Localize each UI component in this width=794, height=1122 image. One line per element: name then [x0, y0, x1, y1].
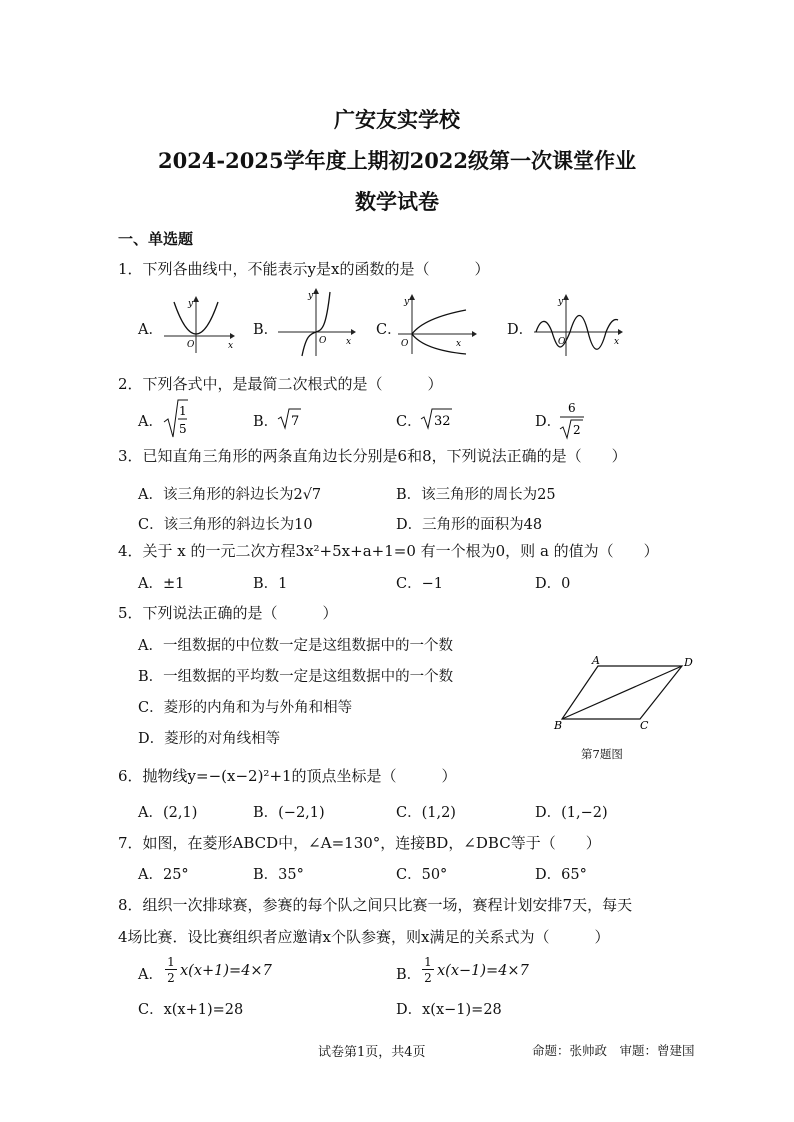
- q8-option-c: C．x(x+1)=28: [138, 1002, 244, 1018]
- q4-option-a: A．±1: [138, 576, 185, 592]
- q8-option-a-expr: x(x+1)=4×7: [180, 963, 272, 979]
- svg-text:7: 7: [291, 414, 300, 429]
- q4-option-d: D．0: [535, 576, 571, 592]
- q1-graph-b: [276, 288, 356, 358]
- svg-text:O: O: [401, 339, 409, 349]
- q3-option-c: C．该三角形的斜边长为10: [138, 517, 313, 533]
- q3-option-d: D．三角形的面积为48: [396, 517, 543, 533]
- q6-option-c: C．(1,2): [396, 805, 456, 821]
- q8-option-a-half-den: 2: [167, 971, 175, 985]
- q7-option-a: A．25°: [138, 867, 189, 883]
- q8-option-b-label: B．: [396, 967, 422, 983]
- q6-option-a: A．(2,1): [138, 805, 198, 821]
- q1-option-c: C．: [376, 322, 402, 338]
- q8-option-a-half-num: 1: [165, 955, 177, 970]
- svg-text:x: x: [614, 337, 620, 347]
- q2-expr-b: [277, 406, 303, 430]
- page-number: 试卷第1页，共4页: [318, 1045, 426, 1060]
- author-credit: 命题：张帅政 审题：曾建国: [532, 1043, 695, 1058]
- svg-text:y: y: [558, 297, 564, 307]
- q7-stem: 7．如图，在菱形ABCD中，∠A=130°，连接BD，∠DBC等于（ ）: [118, 834, 601, 852]
- q6-stem: 6．抛物线y=−(x−2)²+1的顶点坐标是（ ）: [118, 767, 457, 785]
- svg-text:x: x: [346, 337, 352, 347]
- svg-text:A: A: [592, 654, 600, 667]
- q6-option-d: D．(1,−2): [535, 805, 608, 821]
- exam-title: 2024-2025学年度上期初2022级第一次课堂作业: [157, 148, 637, 173]
- figure-7-caption: 第7题图: [581, 747, 623, 761]
- q8-option-a-label: A．: [138, 967, 163, 983]
- q1-option-b: B．: [253, 322, 279, 338]
- q2-option-c: C．: [396, 414, 422, 430]
- q8-option-d: D．x(x−1)=28: [396, 1002, 502, 1018]
- q5-option-c: C．菱形的内角和为与外角和相等: [138, 700, 353, 716]
- svg-text:C: C: [640, 719, 649, 732]
- svg-text:O: O: [558, 337, 566, 347]
- q4-option-c: C．−1: [396, 576, 443, 592]
- q5-option-a: A．一组数据的中位数一定是这组数据中的一个数: [138, 638, 453, 654]
- svg-text:6: 6: [568, 401, 576, 415]
- q8-option-b-half-den: 2: [424, 971, 432, 985]
- q2-stem: 2．下列各式中，是最简二次根式的是（ ）: [118, 375, 443, 393]
- q1-graph-d: [532, 294, 624, 358]
- figure-7-rhombus: [552, 652, 698, 732]
- svg-text:32: 32: [434, 414, 451, 429]
- q2-option-b: B．: [253, 414, 279, 430]
- q2-expr-c: [420, 406, 454, 430]
- q8-option-b-expr: x(x−1)=4×7: [437, 963, 529, 979]
- q7-option-c: C．50°: [396, 867, 448, 883]
- q5-option-b: B．一组数据的平均数一定是这组数据中的一个数: [138, 669, 454, 685]
- svg-text:y: y: [188, 299, 194, 309]
- q3-option-b: B．该三角形的周长为25: [396, 487, 556, 503]
- svg-text:x: x: [456, 339, 462, 349]
- q2-expr-a: [163, 398, 189, 440]
- q3-option-a: A．该三角形的斜边长为2√7: [138, 487, 322, 503]
- school-title: 广安友实学校: [334, 107, 460, 132]
- q1-graph-a: [160, 296, 235, 354]
- q5-option-d: D．菱形的对角线相等: [138, 731, 281, 747]
- svg-text:B: B: [554, 719, 563, 732]
- q1-option-d: D．: [507, 322, 534, 338]
- svg-text:y: y: [404, 297, 410, 307]
- svg-text:x: x: [228, 341, 234, 351]
- q1-stem: 1．下列各曲线中，不能表示y是x的函数的是（ ）: [118, 260, 490, 278]
- q2-expr-d: [558, 398, 586, 440]
- q3-stem: 3．已知直角三角形的两条直角边长分别是6和8，下列说法正确的是（ ）: [118, 447, 627, 465]
- svg-text:O: O: [187, 340, 195, 350]
- svg-text:2: 2: [573, 423, 581, 437]
- q2-option-d: D．: [535, 414, 562, 430]
- q5-stem: 5．下列说法正确的是（ ）: [118, 604, 338, 622]
- q8-option-b-half-num: 1: [422, 955, 434, 970]
- q8-stem-line1: 8．组织一次排球赛，参赛的每个队之间只比赛一场，赛程计划安排7天，每天: [118, 896, 633, 914]
- svg-text:5: 5: [179, 422, 187, 436]
- section-heading: 一、单选题: [118, 230, 194, 248]
- q7-option-b: B．35°: [253, 867, 304, 883]
- svg-text:O: O: [319, 336, 327, 346]
- q2-option-a: A．: [138, 414, 163, 430]
- q4-option-b: B．1: [253, 576, 288, 592]
- q6-option-b: B．(−2,1): [253, 805, 325, 821]
- svg-text:y: y: [308, 291, 314, 301]
- q4-stem: 4．关于 x 的一元二次方程3x²+5x+a+1=0 有一个根为0，则 a 的值为（ ）: [118, 542, 659, 560]
- q1-option-a: A．: [138, 322, 163, 338]
- svg-text:D: D: [684, 656, 693, 669]
- q7-option-d: D．65°: [535, 867, 587, 883]
- subject-title: 数学试卷: [355, 189, 439, 214]
- svg-text:1: 1: [179, 404, 187, 418]
- q8-stem-line2: 4场比赛．设比赛组织者应邀请x个队参赛，则x满足的关系式为（ ）: [118, 928, 610, 946]
- q1-graph-c: [396, 294, 478, 356]
